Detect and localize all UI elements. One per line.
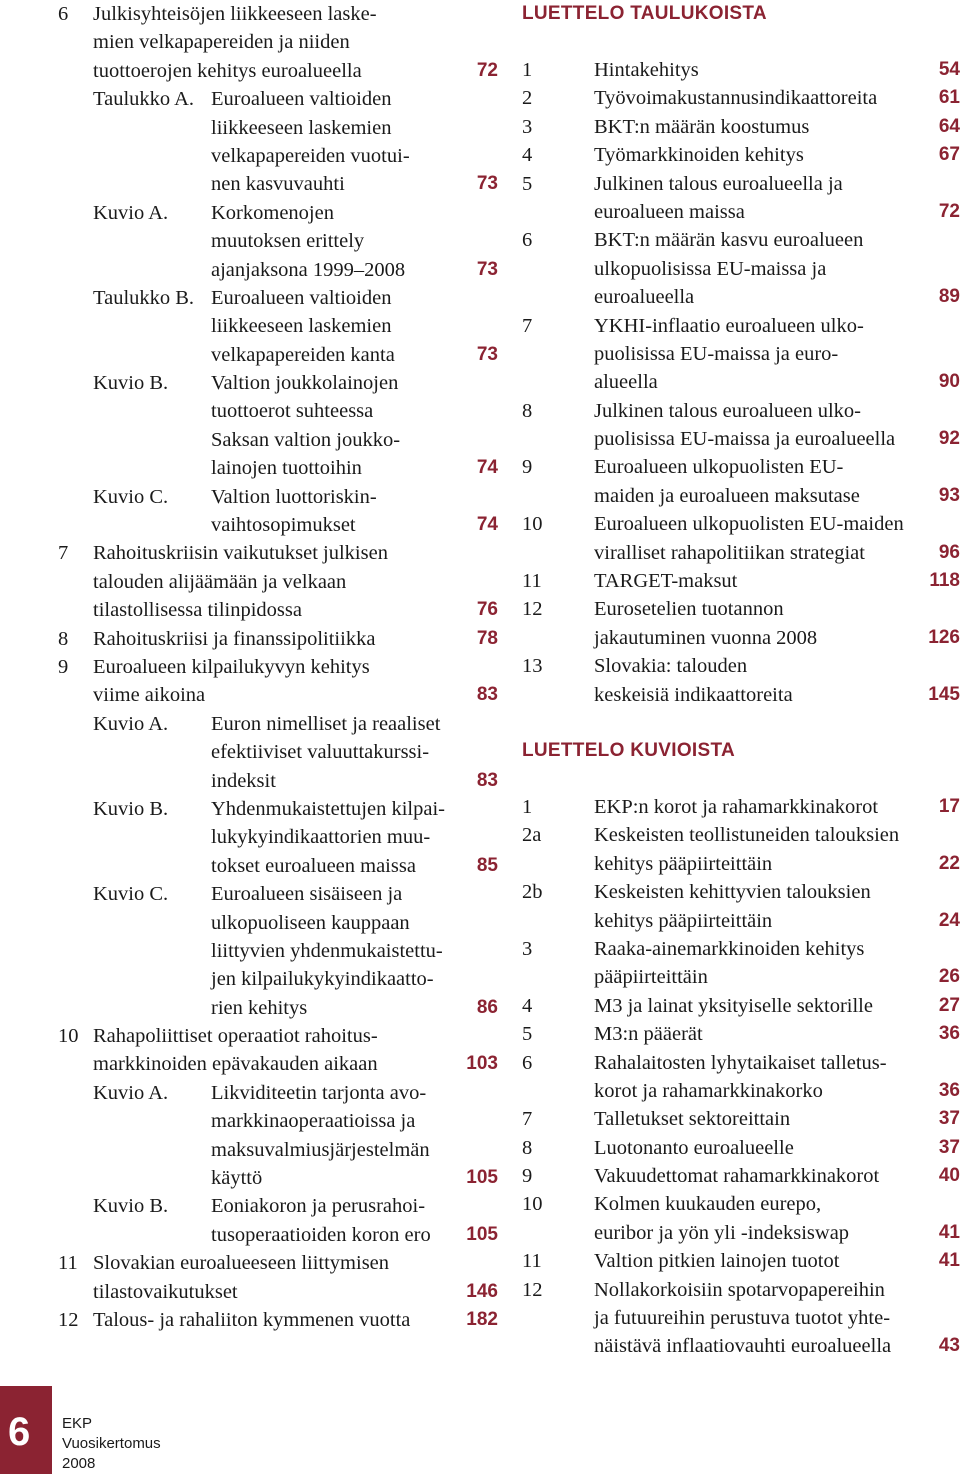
entry-title-line: kehitys pääpiirteittäin	[594, 852, 773, 875]
entry-title-line: Eurosetelien tuotannon	[594, 598, 784, 621]
contents-left-column	[58, 0, 498, 1334]
spacer	[522, 709, 960, 737]
entry-title-line: korot ja rahamarkkinakorko	[594, 1079, 823, 1102]
entry-title-line: Likviditeetin tarjonta avo-	[211, 1081, 427, 1104]
contents-entry	[522, 141, 960, 169]
entry-title-line: kehitys pääpiirteittäin	[594, 909, 773, 932]
entry-title-line: näistävä inflaatiovauhti euroalueella	[594, 1335, 892, 1358]
contents-entry	[522, 1105, 960, 1133]
entry-title-line: Euroalueen kilpailukyvyn kehitys	[93, 655, 370, 678]
figures-list	[522, 793, 960, 1361]
entry-title-line: velkapapereiden kanta	[211, 343, 395, 366]
entry-title-line: liikkeeseen laskemien	[211, 116, 392, 139]
entry-number: 9	[522, 1165, 533, 1188]
entry-title-line: alueella	[594, 371, 658, 394]
contents-subentry	[58, 483, 498, 540]
contents-entry	[522, 1190, 960, 1247]
contents-entry	[522, 226, 960, 311]
entry-label: Taulukko B.	[93, 286, 195, 309]
entry-title-line: efektiiviset valuuttakurssi-	[211, 741, 430, 764]
entry-title-line: ulkopuoliseen kauppaan	[211, 911, 410, 934]
entry-title-line: maksuvalmiusjärjestelmän	[211, 1138, 430, 1161]
entry-title-line: M3 ja lainat yksityiselle sektorille	[594, 994, 873, 1017]
spacer	[522, 28, 960, 56]
entry-title-line: Euroalueen sisäiseen ja	[211, 883, 403, 906]
entry-title-line: Korkomenojen	[211, 201, 334, 224]
contents-subentry	[58, 85, 498, 199]
entry-title-line: Julkisyhteisöjen liikkeeseen laske-	[93, 3, 377, 25]
entry-title-line: puolisissa EU-maissa ja euroalueella	[594, 428, 896, 451]
contents-subentry	[58, 710, 498, 795]
entry-title-line: Vakuudettomat rahamarkkinakorot	[594, 1165, 880, 1188]
contents-entry	[522, 1049, 960, 1106]
entry-title-line: Työmarkkinoiden kehitys	[594, 144, 804, 167]
entry-number: 13	[522, 655, 543, 678]
entry-number: 4	[522, 144, 533, 167]
contents-entry	[58, 1249, 498, 1306]
page-ref: 36	[938, 1023, 960, 1045]
contents-entry	[522, 1162, 960, 1190]
publication-year: 2008	[62, 1455, 96, 1472]
entry-title-line: Raaka-ainemarkkinoiden kehitys	[594, 937, 865, 960]
contents-entry	[522, 312, 960, 397]
entry-title-line: pääpiirteittäin	[594, 966, 708, 989]
entry-label: Kuvio A.	[93, 1081, 169, 1104]
entry-number: 7	[58, 542, 69, 565]
entry-title-line: Talous- ja rahaliiton kymmenen vuotta	[93, 1308, 411, 1331]
entry-number: 1	[522, 59, 533, 81]
contents-entry	[58, 1306, 498, 1334]
contents-entry	[58, 1022, 498, 1079]
entry-number: 3	[522, 115, 533, 138]
page-ref: 72	[476, 59, 498, 81]
entry-title-line: ulkopuolisissa EU-maissa ja	[594, 257, 827, 280]
contents-subentry	[58, 880, 498, 1022]
tables-heading: LUETTELO TAULUKOISTA	[522, 3, 767, 24]
page-ref: 22	[938, 852, 960, 874]
contents-entry	[522, 453, 960, 510]
entry-title-line: liittyvien yhdenmukaistettu-	[211, 939, 443, 962]
page-ref: 83	[476, 684, 498, 706]
entry-title-line: Keskeisten teollistuneiden talouksien	[594, 824, 900, 847]
page-ref: 26	[938, 966, 960, 988]
entry-title-line: käyttö	[211, 1167, 263, 1190]
contents-entry	[522, 510, 960, 567]
contents-entry	[522, 878, 960, 935]
entry-title-line: keskeisiä indikaattoreita	[594, 683, 793, 706]
contents-entry	[522, 1276, 960, 1361]
page-ref: 86	[476, 996, 498, 1018]
page-ref: 126	[928, 626, 960, 648]
entry-title-line: velkapapereiden vuotui-	[211, 144, 410, 167]
entry-title-line: tusoperaatioiden koron ero	[211, 1223, 431, 1246]
entry-title-line: Valtion luottoriskin-	[211, 485, 377, 508]
page-ref: 89	[938, 286, 960, 308]
entry-title-line: talouden alijäämään ja velkaan	[93, 570, 347, 593]
entry-number: 4	[522, 994, 533, 1017]
page-ref: 43	[938, 1335, 960, 1357]
entry-title-line: rien kehitys	[211, 996, 308, 1019]
publication-info	[62, 1414, 161, 1474]
entry-title-line: M3:n pääerät	[594, 1023, 703, 1046]
entry-label: Kuvio C.	[93, 883, 169, 906]
entry-title-line: Euron nimelliset ja reaaliset	[211, 712, 441, 735]
figures-heading: LUETTELO KUVIOISTA	[522, 739, 735, 761]
entry-title-line: liikkeeseen laskemien	[211, 315, 392, 338]
entry-label: Kuvio B.	[93, 372, 169, 395]
entry-number: 2a	[522, 824, 542, 847]
entry-title-line: Keskeisten kehittyvien talouksien	[594, 881, 871, 904]
entry-title-line: Euroalueen valtioiden	[211, 88, 392, 111]
entry-title-line: jen kilpailukykyindikaatto-	[211, 968, 434, 991]
page-ref: 73	[476, 258, 498, 280]
entry-number: 6	[58, 3, 69, 25]
entry-number: 12	[522, 1278, 543, 1301]
page-ref: 76	[476, 599, 498, 621]
entry-title-line: Euroalueen valtioiden	[211, 286, 392, 309]
entry-number: 7	[522, 314, 533, 337]
entry-number: 8	[522, 1136, 533, 1159]
entry-title-line: Talletukset sektoreittain	[594, 1108, 791, 1131]
contents-subentry	[58, 199, 498, 284]
entry-title-line: euribor ja yön yli -indeksiswap	[594, 1221, 850, 1244]
entry-number: 5	[522, 172, 533, 195]
entry-title-line: YKHI-inflaatio euroalueen ulko-	[594, 314, 864, 337]
page-ref: 24	[938, 909, 960, 931]
entry-title-line: jakautuminen vuonna 2008	[594, 626, 818, 649]
entry-title-line: tokset euroalueen maissa	[211, 854, 416, 877]
entry-title-line: Rahoituskriisi ja finanssipolitiikka	[93, 627, 376, 650]
entry-number: 12	[522, 598, 543, 621]
entry-number: 5	[522, 1023, 533, 1046]
entry-number: 2	[522, 87, 533, 110]
contents-entry	[522, 397, 960, 454]
entry-label: Taulukko A.	[93, 88, 195, 111]
contents-entry	[58, 625, 498, 653]
page-ref: 78	[476, 627, 498, 649]
entry-label: Kuvio A.	[93, 201, 169, 224]
entry-title-line: viime aikoina	[93, 684, 206, 707]
page-ref: 103	[466, 1053, 498, 1075]
entry-title-line: Rahapoliittiset operaatiot rahoitus-	[93, 1025, 378, 1048]
page-ref: 146	[466, 1280, 498, 1302]
entry-title-line: Valtion pitkien lainojen tuotot	[594, 1250, 840, 1273]
page-ref: 37	[938, 1108, 960, 1130]
entry-title-line: EKP:n korot ja rahamarkkinakorot	[594, 795, 879, 818]
contents-right-column	[522, 0, 960, 1361]
entry-number: 8	[522, 399, 533, 422]
entry-title-line: markkinoiden epävakauden aikaan	[93, 1053, 378, 1076]
entry-title-line: mien velkapapereiden ja niiden	[93, 31, 350, 54]
contents-entry	[522, 170, 960, 227]
entry-number: 6	[522, 229, 533, 252]
page-ref: 96	[938, 541, 960, 563]
entry-number: 1	[522, 795, 533, 818]
page-ref: 74	[476, 457, 498, 479]
entry-number: 2b	[522, 881, 543, 904]
contents-entry	[522, 992, 960, 1020]
page-ref: 105	[466, 1167, 498, 1188]
contents-subentry	[58, 1192, 498, 1249]
entry-number: 10	[522, 513, 543, 536]
entry-title-line: euroalueen maissa	[594, 200, 745, 223]
entry-title-line: Julkinen talous euroalueen ulko-	[594, 399, 862, 422]
contents-entry	[522, 793, 960, 821]
entry-title-line: BKT:n määrän koostumus	[594, 115, 810, 138]
page-ref: 93	[938, 484, 960, 506]
entry-title-line: euroalueella	[594, 286, 695, 309]
page-ref: 36	[938, 1079, 960, 1101]
entry-title-line: BKT:n määrän kasvu euroalueen	[594, 229, 864, 252]
page-footer	[0, 1386, 260, 1474]
entry-label: Kuvio B.	[93, 797, 169, 820]
entry-number: 11	[522, 570, 542, 593]
entry-title-line: ja futuureihin perustuva tuotot yhte-	[594, 1307, 891, 1330]
page-number-tab	[0, 1386, 52, 1474]
entry-title-line: Työvoimakustannusindikaattoreita	[594, 87, 878, 110]
contents-entry	[522, 567, 960, 595]
page-ref: 41	[938, 1250, 960, 1272]
page-ref: 118	[929, 570, 960, 592]
page-number: 6	[8, 1410, 31, 1454]
entry-label: Kuvio C.	[93, 485, 169, 508]
entry-title-line: Nollakorkoisiin spotarvopapereihin	[594, 1278, 885, 1301]
entry-number: 7	[522, 1108, 533, 1131]
contents-entry	[522, 56, 960, 84]
entry-title-line: viralliset rahapolitiikan strategiat	[594, 541, 865, 564]
entry-title-line: Rahoituskriisin vaikutukset julkisen	[93, 542, 388, 565]
entry-title-line: Valtion joukkolainojen	[211, 372, 399, 395]
contents-entry	[522, 1247, 960, 1275]
page-ref: 54	[938, 58, 960, 80]
contents-entry	[522, 595, 960, 652]
entry-title-line: tilastovaikutukset	[93, 1280, 238, 1303]
contents-entry	[522, 113, 960, 141]
entry-title-line: vaihtosopimukset	[211, 514, 356, 537]
page-ref: 74	[476, 514, 498, 536]
page-ref: 92	[938, 428, 960, 450]
entry-label: Kuvio B.	[93, 1195, 169, 1218]
page-ref: 67	[938, 144, 960, 166]
entry-number: 8	[58, 627, 69, 650]
entry-number: 12	[58, 1308, 79, 1331]
contents-entry	[522, 821, 960, 878]
page-ref: 83	[476, 769, 498, 791]
entry-number: 10	[58, 1025, 79, 1048]
entry-title-line: tuottoerojen kehitys euroalueella	[93, 59, 362, 82]
entry-title-line: puolisissa EU-maissa ja euro-	[594, 342, 839, 365]
entry-title-line: lainojen tuottoihin	[211, 457, 362, 480]
entry-title-line: tuottoerot suhteessa	[211, 400, 374, 423]
page-ref: 182	[466, 1308, 498, 1330]
entry-label: Kuvio A.	[93, 712, 169, 735]
entry-title-line: nen kasvuvauhti	[211, 173, 345, 196]
page-ref: 73	[476, 173, 498, 195]
page-ref: 90	[938, 371, 960, 393]
entry-number: 9	[522, 456, 533, 479]
contents-subentry	[58, 795, 498, 880]
entry-title-line: Slovakia: talouden	[594, 655, 748, 678]
contents-entry	[522, 652, 960, 709]
publication-title: Vuosikertomus	[62, 1435, 161, 1452]
entry-title-line: Kolmen kuukauden eurepo,	[594, 1193, 822, 1216]
page-ref: 37	[938, 1136, 960, 1158]
entry-title-line: indeksit	[211, 769, 276, 792]
entry-title-line: Euroalueen ulkopuolisten EU-maiden	[594, 513, 904, 536]
contents-entry	[58, 653, 498, 710]
page-ref: 85	[476, 854, 498, 876]
entry-title-line: muutoksen erittely	[211, 230, 365, 253]
entry-number: 3	[522, 937, 533, 960]
contents-subentry	[58, 369, 498, 483]
tables-list	[522, 56, 960, 709]
page-ref: 145	[928, 683, 960, 705]
page-ref: 72	[938, 200, 960, 222]
entry-title-line: Rahalaitosten lyhytaikaiset talletus-	[594, 1051, 887, 1074]
page-ref: 41	[938, 1221, 960, 1243]
entry-number: 10	[522, 1193, 543, 1216]
entry-title-line: Yhdenmukaistettujen kilpai-	[211, 797, 445, 820]
contents-entry	[522, 1134, 960, 1162]
page-ref: 27	[938, 994, 960, 1016]
page-ref: 40	[938, 1165, 960, 1187]
entry-title-line: Hintakehitys	[594, 59, 699, 81]
entry-number: 11	[522, 1250, 542, 1273]
entry-title-line: lukykyindikaattorien muu-	[211, 826, 431, 849]
entry-title-line: Luotonanto euroalueelle	[594, 1136, 794, 1159]
entry-number: 9	[58, 655, 69, 678]
contents-entry	[58, 0, 498, 85]
entry-title-line: TARGET-maksut	[594, 570, 738, 593]
entry-title-line: ajanjaksona 1999–2008	[211, 258, 406, 281]
publisher-name: EKP	[62, 1415, 93, 1432]
page-ref: 73	[476, 343, 498, 365]
entry-number: 11	[58, 1252, 78, 1275]
entry-number: 6	[522, 1051, 533, 1074]
contents-entry	[522, 1020, 960, 1048]
contents-entry	[522, 935, 960, 992]
entry-title-line: maiden ja euroalueen maksutase	[594, 484, 860, 507]
entry-title-line: Julkinen talous euroalueella ja	[594, 172, 843, 195]
page-ref: 64	[938, 115, 960, 137]
contents-subentry	[58, 1079, 498, 1193]
entry-title-line: Saksan valtion joukko-	[211, 428, 401, 451]
entry-title-line: tilastollisessa tilinpidossa	[93, 599, 302, 622]
page-ref: 17	[938, 795, 960, 817]
entry-title-line: Eoniakoron ja perusrahoi-	[211, 1195, 426, 1218]
contents-subentry	[58, 284, 498, 369]
contents-entry	[522, 84, 960, 112]
entry-title-line: Euroalueen ulkopuolisten EU-	[594, 456, 844, 479]
spacer	[522, 765, 960, 793]
contents-entry	[58, 539, 498, 624]
entry-title-line: Slovakian euroalueeseen liittymisen	[93, 1252, 390, 1275]
entry-title-line: markkinaoperaatioissa ja	[211, 1110, 416, 1133]
page-ref: 61	[938, 87, 960, 109]
page-ref: 105	[466, 1223, 498, 1245]
